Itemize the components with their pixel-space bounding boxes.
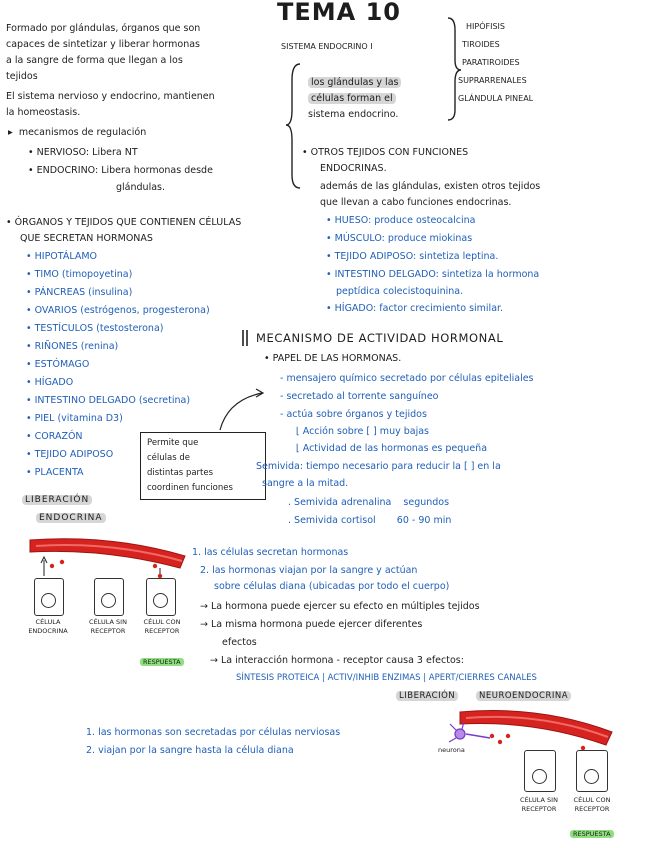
arrow xyxy=(220,393,262,430)
half-life-adrenalina: . Semivida adrenalina segundos xyxy=(288,497,450,508)
cell-no-receptor xyxy=(524,750,556,792)
blood-vessel xyxy=(460,711,612,745)
endocrine-note: → La misma hormona puede ejercer diferentes xyxy=(200,619,423,630)
tag-neuroendocrina: NEUROENDOCRINA xyxy=(476,690,571,703)
tag-liberacion: LIBERACIÓN xyxy=(22,494,92,507)
half-life-cortisol: . Semivida cortisol 60 - 90 min xyxy=(288,515,452,526)
organ-item: • PLACENTA xyxy=(26,467,84,478)
tissue-item: • HÍGADO: factor crecimiento similar. xyxy=(326,303,504,314)
paper-item: - actúa sobre órganos y tejidos xyxy=(280,409,427,420)
organ-item: • RIÑONES (renina) xyxy=(26,341,119,352)
other-tissues-desc: que llevan a cabo funciones endocrinas. xyxy=(320,197,512,208)
endocrine-note: efectos xyxy=(222,637,257,648)
glands-note: células forman el xyxy=(308,92,396,105)
organs-heading: QUE SECRETAN HORMONAS xyxy=(20,233,153,244)
tag-endocrina: ENDOCRINA xyxy=(36,512,106,525)
half-life-def: Semivida: tiempo necesario para reducir la [ ] en la xyxy=(256,461,501,472)
cell-no-receptor xyxy=(94,578,124,616)
intro-line: tejidos xyxy=(6,71,38,82)
organ-item: • PIEL (vitamina D3) xyxy=(26,413,123,424)
regulation-nervioso: • NERVIOSO: Libera NT xyxy=(28,147,138,158)
cell-with-receptor xyxy=(576,750,608,792)
regulation-endocrino: • ENDOCRINO: Libera hormonas desde xyxy=(28,165,213,176)
neuron-label: neurona xyxy=(438,746,465,754)
effects-list: SÍNTESIS PROTEICA | ACTIV/INHIB ENZIMAS | APERT/CIERRES CANALES xyxy=(236,673,537,683)
intro-line: capaces de sintetizar y liberar hormonas xyxy=(6,39,200,50)
endocrine-step: 2. las hormonas viajan por la sangre y actúan xyxy=(200,565,418,576)
organ-item: • OVARIOS (estrógenos, progesterona) xyxy=(26,305,210,316)
cell-label: CÉLUL CON RECEPTOR xyxy=(573,796,611,813)
intro-line: la homeostasis. xyxy=(6,107,81,118)
subtitle: SISTEMA ENDOCRINO I xyxy=(281,42,373,51)
curly-brace xyxy=(286,64,300,188)
paper-sub: ⌊ Actividad de las hormonas es pequeña xyxy=(296,443,488,454)
paper-sub: ⌊ Acción sobre [ ] muy bajas xyxy=(296,426,429,437)
glands-note: los glándulas y las xyxy=(308,76,401,89)
cell-label: CÉLULA ENDOCRINA xyxy=(28,618,68,635)
nucleus-icon xyxy=(584,769,599,784)
other-tissues-desc: además de las glándulas, existen otros tejidos xyxy=(320,181,541,192)
nucleus-icon xyxy=(41,593,56,608)
tissue-item: • INTESTINO DELGADO: sintetiza la hormona xyxy=(326,269,540,280)
respuesta-label: RESPUESTA xyxy=(570,828,614,841)
intro-line: Formado por glándulas, órganos que son xyxy=(6,23,201,34)
tissue-item: • MÚSCULO: produce miokinas xyxy=(326,233,473,244)
endocrine-step: sobre células diana (ubicadas por todo el cuerpo) xyxy=(214,581,450,592)
other-tissues-heading: • OTROS TEJIDOS CON FUNCIONES xyxy=(302,147,469,158)
tag-liberacion-neuro: LIBERACIÓN xyxy=(396,690,458,703)
organ-item: • HIPOTÁLAMO xyxy=(26,251,98,262)
respuesta-label: RESPUESTA xyxy=(140,656,184,669)
nucleus-icon xyxy=(532,769,547,784)
neuro-step: 1. las hormonas son secretadas por células nerviosas xyxy=(86,727,341,738)
neuron-icon xyxy=(466,734,490,738)
gland-item: TIROIDES xyxy=(462,40,500,49)
blood-vessel xyxy=(30,539,185,568)
organ-item: • TEJIDO ADIPOSO xyxy=(26,449,114,460)
tissue-item: • TEJIDO ADIPOSO: sintetiza leptina. xyxy=(326,251,499,262)
coordination-box xyxy=(140,432,266,500)
box-line: distintas partes xyxy=(147,468,214,478)
box-line: células de xyxy=(147,453,190,463)
organ-item: • CORAZÓN xyxy=(26,431,83,442)
endocrine-note: → La hormona puede ejercer su efecto en múltiples tejidos xyxy=(200,601,480,612)
endocrine-step: 1. las células secretan hormonas xyxy=(192,547,349,558)
gland-item: GLÁNDULA PINEAL xyxy=(458,94,534,103)
organ-item: • INTESTINO DELGADO (secretina) xyxy=(26,395,191,406)
page-title: TEMA 10 xyxy=(277,0,401,26)
endocrine-cell xyxy=(34,578,64,616)
regulation-heading: ▸ mecanismos de regulación xyxy=(8,127,147,138)
cell-with-receptor xyxy=(146,578,176,616)
organ-item: • TESTÍCULOS (testosterona) xyxy=(26,323,164,334)
paper-item: - secretado al torrente sanguíneo xyxy=(280,391,439,402)
organ-item: • TIMO (timopoyetina) xyxy=(26,269,133,280)
nucleus-icon xyxy=(153,593,168,608)
regulation-endocrino-cont: glándulas. xyxy=(116,182,165,193)
cell-label: CÉLUL CON RECEPTOR xyxy=(143,618,181,635)
mechanism-title: MECANISMO DE ACTIVIDAD HORMONAL xyxy=(256,331,504,345)
neuro-step: 2. viajan por la sangre hasta la célula diana xyxy=(86,745,294,756)
intro-line: a la sangre de forma que llegan a los xyxy=(6,55,183,66)
tissue-item: peptídica colecistoquinina. xyxy=(336,286,464,297)
half-life-def: sangre a la mitad. xyxy=(262,478,349,489)
gland-item: SUPRARRENALES xyxy=(458,76,527,85)
organ-item: • PÁNCREAS (insulina) xyxy=(26,287,133,298)
endocrine-note: → La interacción hormona - receptor causa 3 efectos: xyxy=(210,655,464,666)
nucleus-icon xyxy=(101,593,116,608)
glands-note: sistema endocrino. xyxy=(308,109,399,120)
paper-item: - mensajero químico secretado por células epiteliales xyxy=(280,373,534,384)
other-tissues-heading: ENDOCRINAS. xyxy=(320,163,387,174)
gland-item: PARATIROIDES xyxy=(462,58,520,67)
organ-item: • ESTÓMAGO xyxy=(26,359,90,370)
organs-heading: • ÓRGANOS Y TEJIDOS QUE CONTIENEN CÉLULAS xyxy=(6,217,242,228)
box-line: Permite que xyxy=(147,438,199,448)
gland-item: HIPÓFISIS xyxy=(466,22,505,31)
cell-label: CÉLULA SIN RECEPTOR xyxy=(520,796,558,813)
organ-item: • HÍGADO xyxy=(26,377,74,388)
box-line: coordinen funciones xyxy=(147,483,233,493)
tissue-item: • HUESO: produce osteocalcina xyxy=(326,215,476,226)
paper-heading: • PAPEL DE LAS HORMONAS. xyxy=(264,353,402,364)
cell-label: CÉLULA SIN RECEPTOR xyxy=(89,618,127,635)
intro-line: El sistema nervioso y endocrino, mantienen xyxy=(6,91,215,102)
